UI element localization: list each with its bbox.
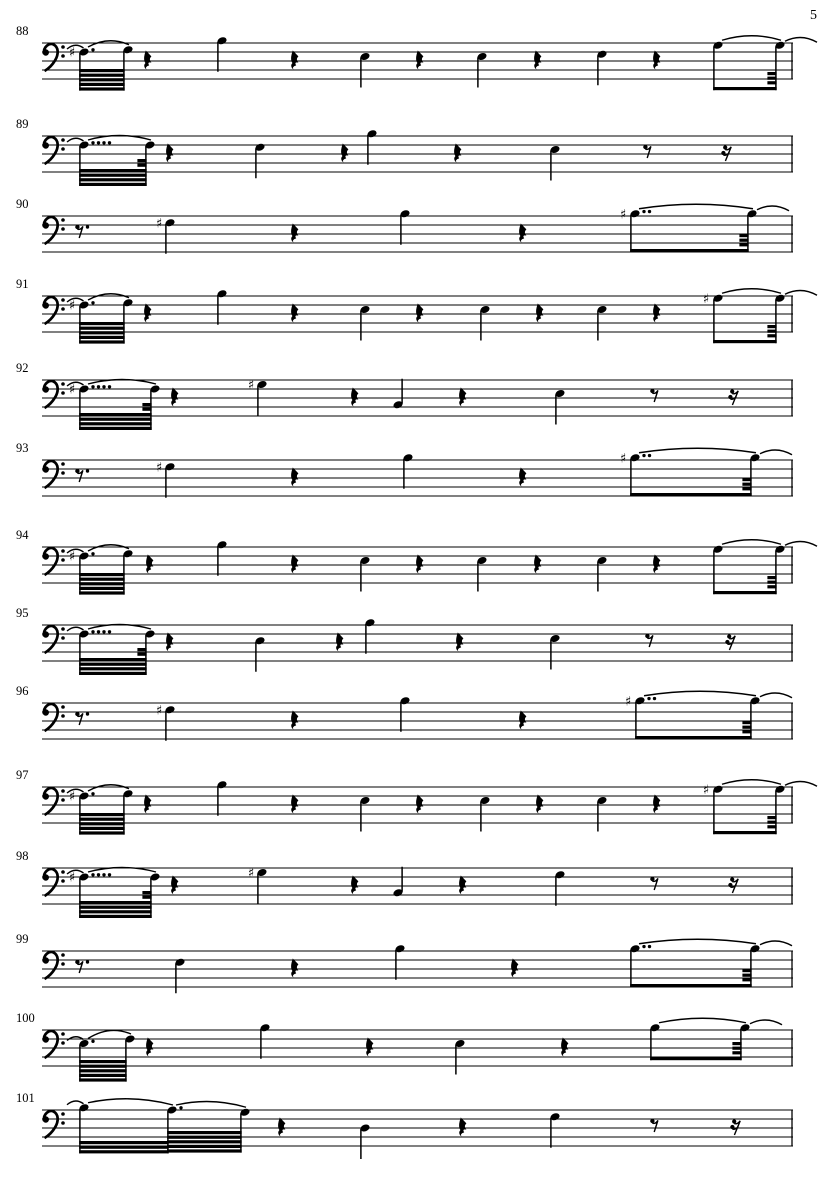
svg-text:♯: ♯ (155, 703, 163, 719)
svg-text:♯: ♯ (247, 866, 255, 881)
svg-text:♯: ♯ (247, 378, 255, 393)
measure-number: 91 (16, 277, 29, 291)
measure-number: 101 (16, 1091, 35, 1105)
system-measure-96 (16, 684, 793, 741)
svg-text:♯: ♯ (619, 207, 627, 223)
svg-text:♯: ♯ (619, 451, 627, 467)
system-measure-100 (16, 1011, 793, 1082)
measure-number: 100 (16, 1011, 35, 1025)
system-measure-97 (16, 768, 817, 835)
measure-number: 90 (16, 197, 29, 211)
svg-text:♯: ♯ (68, 298, 76, 314)
system-measure-92 (16, 361, 793, 430)
svg-text:♯: ♯ (68, 789, 76, 805)
system-measure-99 (16, 932, 793, 993)
svg-text:♯: ♯ (68, 382, 76, 398)
svg-text:♯: ♯ (68, 549, 76, 565)
system-measure-93 (16, 441, 793, 498)
svg-text:♯: ♯ (68, 870, 76, 886)
system-measure-95 (16, 606, 793, 675)
svg-text:♯: ♯ (624, 694, 632, 710)
measure-number: 94 (16, 528, 29, 542)
measure-number: 98 (16, 849, 29, 863)
page-number: 5 (810, 8, 817, 23)
system-measure-88 (16, 24, 817, 91)
measure-number: 93 (16, 441, 29, 455)
measure-number: 99 (16, 932, 29, 946)
svg-text:♯: ♯ (155, 216, 163, 232)
svg-text:♯: ♯ (155, 460, 163, 476)
measure-number: 97 (16, 768, 29, 782)
system-measure-89 (16, 117, 793, 186)
system-measure-94 (16, 528, 817, 595)
system-measure-101 (16, 1091, 793, 1159)
measure-number: 88 (16, 24, 29, 38)
measure-number: 96 (16, 684, 29, 698)
measure-number: 92 (16, 361, 29, 375)
measure-number: 89 (16, 117, 29, 131)
system-measure-90 (16, 197, 793, 254)
measure-number: 95 (16, 606, 29, 620)
svg-text:♯: ♯ (702, 291, 710, 307)
svg-text:♯: ♯ (68, 45, 76, 61)
system-measure-98 (16, 849, 793, 918)
svg-text:♯: ♯ (702, 782, 710, 798)
system-measure-91 (16, 277, 817, 344)
